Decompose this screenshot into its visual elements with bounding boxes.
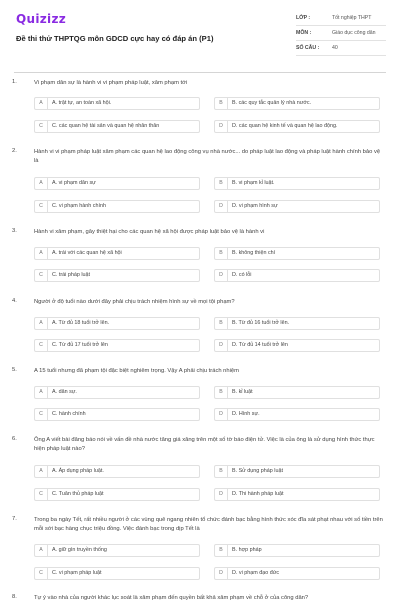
option-b[interactable] [214, 465, 380, 478]
option-d[interactable] [214, 120, 380, 133]
option-text: C. trái pháp luật [52, 272, 91, 278]
option-text: C. Tuân thủ pháp luật [52, 491, 104, 497]
option-text: C. vi phạm pháp luật [52, 570, 102, 576]
option-a[interactable] [34, 465, 200, 478]
option-letter: B [215, 248, 228, 259]
option-letter: D [215, 121, 228, 132]
option-letter: B [215, 98, 228, 109]
option-b[interactable] [214, 177, 380, 190]
option-text: B. không thiện chí [232, 250, 276, 256]
meta-key: MÔN : [296, 30, 312, 36]
option-d[interactable] [214, 339, 380, 352]
option-d[interactable] [214, 200, 380, 213]
option-a[interactable] [34, 97, 200, 110]
meta-value: 40 [332, 45, 338, 51]
option-letter: D [215, 270, 228, 281]
option-d[interactable] [214, 408, 380, 421]
option-text: A. vi phạm dân sự [52, 180, 96, 186]
option-d[interactable] [214, 269, 380, 282]
option-a[interactable] [34, 544, 200, 557]
option-b[interactable] [214, 247, 380, 260]
option-letter: B [215, 387, 228, 398]
option-text: C. vi phạm hành chính [52, 203, 106, 209]
option-letter: D [215, 340, 228, 351]
option-letter: C [35, 121, 48, 132]
option-c[interactable] [34, 120, 200, 133]
option-d[interactable] [214, 488, 380, 501]
option-text: A. Từ đủ 18 tuổi trở lên. [52, 320, 110, 326]
option-c[interactable] [34, 567, 200, 580]
option-letter: B [215, 178, 228, 189]
meta-value: Tốt nghiệp THPT [332, 15, 372, 21]
option-letter: D [215, 489, 228, 500]
option-letter: D [215, 201, 228, 212]
option-text: A. giữ gìn truyền thống [52, 547, 107, 553]
question-text: Hành vi vi phạm pháp luật xâm phạm các quan hệ lao động công vụ nhà nước... do pháp luật lao động và pháp luật hành chính bảo vệ là [34, 149, 381, 164]
option-text: A. dân sự. [52, 389, 77, 395]
option-text: B. các quy tắc quản lý nhà nước. [232, 100, 312, 106]
option-letter: A [35, 178, 48, 189]
option-letter: A [35, 545, 48, 556]
option-letter: C [35, 409, 48, 420]
option-text: D. vi phạm đạo đức [232, 570, 280, 576]
option-text: C. Từ đủ 17 tuổi trở lên [52, 342, 108, 348]
option-text: C. các quan hệ tài sản và quan hệ nhân thân [52, 123, 160, 129]
option-text: D. Từ đủ 14 tuổi trở lên [232, 342, 288, 348]
question-text: Tự ý vào nhà của người khác lục soát là xâm phạm đến quyền bất khả xâm phạm về chỗ ở của công dân? [34, 595, 309, 600]
question-number: 7. [12, 516, 17, 522]
option-letter: A [35, 387, 48, 398]
option-text: A. trái với các quan hệ xã hội [52, 250, 122, 256]
option-b[interactable] [214, 97, 380, 110]
option-letter: C [35, 270, 48, 281]
quizizz-logo[interactable]: Quizizz [16, 12, 67, 26]
option-d[interactable] [214, 567, 380, 580]
option-b[interactable] [214, 544, 380, 557]
option-text: B. hợp pháp [232, 547, 262, 553]
option-letter: C [35, 568, 48, 579]
meta-value: Giáo dục công dân [332, 30, 376, 36]
option-text: B. kỉ luật [232, 389, 253, 395]
option-a[interactable] [34, 317, 200, 330]
option-letter: B [215, 545, 228, 556]
question-number: 2. [12, 148, 17, 154]
option-letter: A [35, 466, 48, 477]
option-letter: A [35, 318, 48, 329]
option-c[interactable] [34, 269, 200, 282]
question-text: Người ở độ tuổi nào dưới đây phải chịu trách nhiệm hình sự về mọi tội phạm? [34, 299, 235, 305]
option-text: A. Áp dụng pháp luật. [52, 468, 104, 474]
question-text: Vi phạm dân sự là hành vi vi phạm pháp luật, xâm phạm tới [34, 80, 188, 86]
option-letter: D [215, 409, 228, 420]
option-b[interactable] [214, 317, 380, 330]
question-text: Trong ba ngày Tết, rất nhiều người ở các vùng quê ngang nhiên tổ chức đánh bạc bằng hình thức xóc đĩa sát phạt nhau với số tiền trên mỗi sới bạc hàng chục triệu đồng. Việc đánh bạc trong dịp Tết là [34, 517, 383, 532]
question-number: 3. [12, 228, 17, 234]
option-a[interactable] [34, 247, 200, 260]
option-letter: D [215, 568, 228, 579]
option-letter: C [35, 489, 48, 500]
option-a[interactable] [34, 177, 200, 190]
question-number: 1. [12, 79, 17, 85]
option-letter: C [35, 201, 48, 212]
question-text: A 15 tuổi nhưng đã phạm tội đặc biệt nghiêm trọng. Vậy A phải chịu trách nhiệm [34, 368, 239, 374]
option-text: D. các quan hệ kinh tế và quan hệ lao động. [232, 123, 338, 129]
meta-key: LỚP : [296, 15, 311, 21]
option-letter: C [35, 340, 48, 351]
meta-key: SỐ CÂU : [296, 45, 320, 51]
question-number: 5. [12, 367, 17, 373]
option-a[interactable] [34, 386, 200, 399]
option-c[interactable] [34, 488, 200, 501]
option-text: D. Thi hành pháp luật [232, 491, 284, 497]
question-text: Ông A viết bài đăng báo nói về vấn đề nhà nước tăng giá xăng trên một số tờ báo điện tử. Việc là của ông là sử dụng hình thức thực hiện pháp luật nào? [34, 437, 375, 452]
option-text: A. trật tự, an toàn xã hội. [52, 100, 112, 106]
option-text: B. vi phạm kỉ luật. [232, 180, 275, 186]
option-text: D. có lỗi [232, 272, 252, 278]
page-title: Đề thi thử THPTQG môn GDCD cực hay có đáp án (P1) [16, 34, 214, 43]
option-text: D. Hình sự. [232, 411, 260, 417]
question-number: 8. [12, 594, 17, 600]
option-text: B. Từ đủ 16 tuổi trở lên. [232, 320, 290, 326]
option-c[interactable] [34, 408, 200, 421]
option-letter: B [215, 318, 228, 329]
option-text: D. vi phạm hình sự [232, 203, 278, 209]
option-c[interactable] [34, 339, 200, 352]
question-number: 6. [12, 436, 17, 442]
option-letter: A [35, 248, 48, 259]
question-number: 4. [12, 298, 17, 304]
option-letter: B [215, 466, 228, 477]
question-text: Hành vi xâm phạm, gây thiệt hại cho các quan hệ xã hội được pháp luật bảo vệ là hành vi [34, 229, 265, 235]
option-letter: A [35, 98, 48, 109]
option-text: C. hành chính [52, 411, 86, 417]
option-b[interactable] [214, 386, 380, 399]
option-c[interactable] [34, 200, 200, 213]
option-text: B. Sử dụng pháp luật [232, 468, 283, 474]
